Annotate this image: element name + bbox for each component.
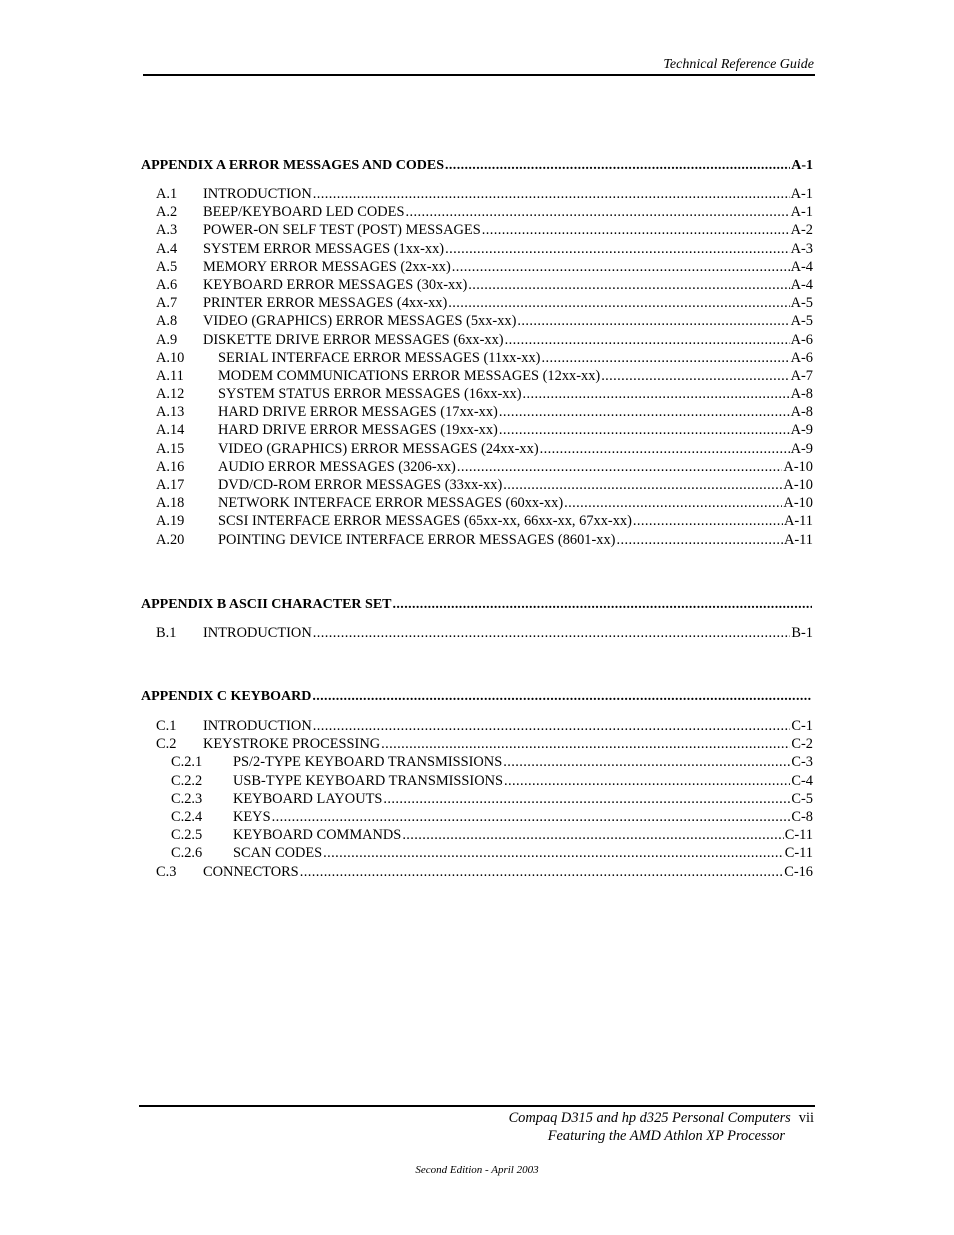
toc-entry[interactable] <box>141 349 813 367</box>
toc-entry[interactable] <box>141 772 813 790</box>
dot-leader <box>383 790 790 808</box>
appendix-c-list <box>141 717 813 881</box>
toc-entry-title: HARD DRIVE ERROR MESSAGES (17xx-xx) <box>218 404 498 421</box>
toc-entry-number: C.2.1 <box>171 754 203 771</box>
dot-leader <box>601 367 789 385</box>
dot-leader <box>499 403 790 421</box>
toc-entry-page: A-10 <box>783 458 813 475</box>
toc-entry-title: PRINTER ERROR MESSAGES (4xx-xx) <box>203 295 448 312</box>
dot-leader <box>499 421 790 439</box>
toc-entry-number: A.13 <box>156 404 185 421</box>
toc-entry-title: INTRODUCTION <box>203 625 312 641</box>
toc-entry-number: A.5 <box>156 258 178 275</box>
toc-entry-number: A.1 <box>156 186 178 202</box>
toc-entry-title: HARD DRIVE ERROR MESSAGES (19xx-xx) <box>218 422 498 439</box>
toc-entry-title: DISKETTE DRIVE ERROR MESSAGES (6xx-xx) <box>203 331 504 348</box>
toc-entry-page: A-8 <box>790 386 813 403</box>
toc-entry[interactable] <box>141 458 813 476</box>
toc-entry-page: A-7 <box>790 367 813 384</box>
appendix-a-section <box>141 158 813 549</box>
toc-entry-title: USB-TYPE KEYBOARD TRANSMISSIONS <box>233 772 503 789</box>
toc-entry-title: SCSI INTERFACE ERROR MESSAGES (65xx-xx, 66xx-xx, 67xx-xx) <box>218 513 632 530</box>
toc-entry-page: C-16 <box>784 863 813 880</box>
toc-entry-page: A-4 <box>790 258 813 275</box>
toc-entry-number: C.2.6 <box>171 845 203 862</box>
appendix-c-title: APPENDIX C KEYBOARD <box>141 689 312 704</box>
toc-entry-number: A.6 <box>156 276 178 293</box>
dot-leader <box>445 158 790 174</box>
toc-entry-title: KEYS <box>233 808 271 825</box>
header-rule <box>143 74 815 76</box>
dot-leader <box>482 221 790 239</box>
toc-entry-title: VIDEO (GRAPHICS) ERROR MESSAGES (24xx-xx) <box>218 440 539 457</box>
dot-leader <box>405 203 789 221</box>
toc-entry-page: A-8 <box>790 404 813 421</box>
dot-leader <box>541 349 789 367</box>
toc-entry-page: C-11 <box>784 845 813 862</box>
toc-entry[interactable] <box>141 753 813 771</box>
toc-entry-title: PS/2-TYPE KEYBOARD TRANSMISSIONS <box>233 754 503 771</box>
dot-leader <box>445 240 790 258</box>
dot-leader <box>616 531 782 549</box>
toc-entry-number: A.10 <box>156 349 185 366</box>
toc-entry-title: KEYBOARD COMMANDS <box>233 827 402 844</box>
toc-entry[interactable] <box>141 808 813 826</box>
toc-entry-page: A-9 <box>790 422 813 439</box>
toc-entry-number: A.12 <box>156 386 185 403</box>
toc-entry[interactable] <box>141 717 813 735</box>
toc-entry-number: C.2.4 <box>171 808 203 825</box>
appendix-b-title: APPENDIX B ASCII CHARACTER SET <box>141 597 392 612</box>
toc-entry-number: B.1 <box>156 625 177 641</box>
toc-entry-title: KEYBOARD ERROR MESSAGES (30x-xx) <box>203 276 468 293</box>
toc-entry[interactable] <box>141 240 813 258</box>
toc-entry-title: POWER-ON SELF TEST (POST) MESSAGES <box>203 222 481 239</box>
appendix-c-heading[interactable] <box>141 689 813 707</box>
appendix-a-page: A-1 <box>791 158 813 173</box>
toc-entry-title: VIDEO (GRAPHICS) ERROR MESSAGES (5xx-xx) <box>203 313 517 330</box>
toc-entry-number: A.19 <box>156 513 185 530</box>
dot-leader <box>402 826 783 844</box>
footer-line-2: Featuring the AMD Athlon XP Processor <box>547 1128 785 1144</box>
toc-entry-title: SYSTEM ERROR MESSAGES (1xx-xx) <box>203 240 445 257</box>
footer-line-1 <box>509 1110 814 1127</box>
appendix-b-section <box>141 597 813 642</box>
toc-entry-title: SCAN CODES <box>233 845 323 862</box>
dot-leader <box>504 772 790 790</box>
dot-leader <box>381 735 790 753</box>
toc-entry[interactable] <box>141 863 813 881</box>
dot-leader <box>503 753 790 771</box>
toc-entry-title: CONNECTORS <box>203 863 299 880</box>
toc-entry[interactable] <box>141 624 813 642</box>
toc-entry-page: A-1 <box>790 186 813 202</box>
toc-entry-page: A-5 <box>790 295 813 312</box>
appendix-c-section <box>141 689 813 881</box>
toc-entry-number: A.7 <box>156 295 178 312</box>
toc-entry-page: B-1 <box>791 625 813 641</box>
toc-entry-number: A.3 <box>156 222 178 239</box>
appendix-a-heading[interactable] <box>141 158 813 176</box>
toc-entry-number: A.15 <box>156 440 185 457</box>
edition-note: Second Edition - April 2003 <box>415 1164 539 1176</box>
dot-leader <box>503 476 782 494</box>
toc-entry-number: A.14 <box>156 422 185 439</box>
toc-entry-page: C-2 <box>791 736 813 753</box>
toc-entry-title: MODEM COMMUNICATIONS ERROR MESSAGES (12xx-xx) <box>218 367 601 384</box>
toc-entry[interactable] <box>141 221 813 239</box>
dot-leader <box>272 808 791 826</box>
toc-entry-number: C.2.3 <box>171 790 203 807</box>
toc-entry[interactable] <box>141 294 813 312</box>
dot-leader <box>452 258 790 276</box>
dot-leader <box>468 276 789 294</box>
toc-entry[interactable] <box>141 185 813 203</box>
toc-entry-number: A.9 <box>156 331 178 348</box>
toc-entry-title: AUDIO ERROR MESSAGES (3206-xx) <box>218 458 456 475</box>
dot-leader <box>323 844 784 862</box>
toc-entry-page: A-4 <box>790 276 813 293</box>
toc-entry[interactable] <box>141 331 813 349</box>
dot-leader <box>523 385 790 403</box>
dot-leader <box>313 185 790 203</box>
toc-entry-page: C-11 <box>784 827 813 844</box>
toc-entry-title: DVD/CD-ROM ERROR MESSAGES (33xx-xx) <box>218 477 503 493</box>
toc-entry-number: A.18 <box>156 495 185 512</box>
toc-entry-page: A-10 <box>783 495 813 512</box>
toc-entry-number: C.2.5 <box>171 827 203 844</box>
toc-entry[interactable] <box>141 440 813 458</box>
toc-entry[interactable] <box>141 512 813 530</box>
footer-rule <box>139 1105 815 1107</box>
toc-entry-page: A-10 <box>783 477 813 493</box>
toc-entry-title: MEMORY ERROR MESSAGES (2xx-xx) <box>203 258 451 275</box>
appendix-b-list <box>141 624 813 642</box>
toc-entry-page: A-2 <box>790 222 813 239</box>
appendix-a-title: APPENDIX A ERROR MESSAGES AND CODES <box>141 158 444 173</box>
toc-entry[interactable] <box>141 531 813 549</box>
toc-entry[interactable] <box>141 385 813 403</box>
toc-entry-title: KEYSTROKE PROCESSING <box>203 736 381 753</box>
dot-leader <box>312 689 812 705</box>
dot-leader <box>457 458 783 476</box>
toc-entry-number: A.4 <box>156 240 178 257</box>
toc-entry[interactable] <box>141 203 813 221</box>
toc-entry-page: C-3 <box>791 754 813 771</box>
toc-entry-title: INTRODUCTION <box>203 186 312 202</box>
toc-entry[interactable] <box>141 826 813 844</box>
toc-entry-number: A.8 <box>156 313 178 330</box>
toc-entry-page: A-6 <box>790 349 813 366</box>
dot-leader <box>564 494 782 512</box>
toc-entry-page: A-6 <box>790 331 813 348</box>
dot-leader <box>633 512 783 530</box>
dot-leader <box>505 331 790 349</box>
toc-entry-page: A-11 <box>783 513 813 530</box>
toc-entry-title: KEYBOARD LAYOUTS <box>233 790 383 807</box>
dot-leader <box>300 863 784 881</box>
toc-entry-page: C-8 <box>791 808 813 825</box>
toc-entry[interactable] <box>141 790 813 808</box>
toc-entry-title: NETWORK INTERFACE ERROR MESSAGES (60xx-xx) <box>218 495 564 512</box>
toc-entry-number: A.2 <box>156 204 178 221</box>
dot-leader <box>517 312 789 330</box>
toc-entry-title: BEEP/KEYBOARD LED CODES <box>203 204 405 221</box>
toc-entry[interactable] <box>141 258 813 276</box>
toc-entry-page: C-4 <box>791 772 813 789</box>
dot-leader <box>313 717 791 735</box>
appendix-a-list <box>141 185 813 549</box>
toc-entry-page: A-5 <box>790 313 813 330</box>
toc-entry[interactable] <box>141 735 813 753</box>
toc-entry-title: SYSTEM STATUS ERROR MESSAGES (16xx-xx) <box>218 386 522 403</box>
toc-entry-title: POINTING DEVICE INTERFACE ERROR MESSAGES (8601-xx) <box>218 531 616 548</box>
toc-entry-page: A-3 <box>790 240 813 257</box>
toc-entry-number: C.2 <box>156 736 177 753</box>
toc-entry[interactable] <box>141 421 813 439</box>
dot-leader <box>393 597 813 613</box>
toc-entry[interactable] <box>141 403 813 421</box>
toc-entry-number: C.2.2 <box>171 772 203 789</box>
toc-entry-title: SERIAL INTERFACE ERROR MESSAGES (11xx-xx) <box>218 349 541 366</box>
toc-entry-page: C-1 <box>791 718 813 734</box>
dot-leader <box>313 624 791 642</box>
footer-product-title: Compaq D315 and hp d325 Personal Computers <box>508 1110 791 1126</box>
toc-entry-number: C.3 <box>156 863 177 880</box>
toc-entry-number: A.16 <box>156 458 185 475</box>
toc-entry[interactable] <box>141 276 813 294</box>
toc-entry[interactable] <box>141 367 813 385</box>
toc-entry-page: C-5 <box>791 790 813 807</box>
page-number: vii <box>798 1110 814 1126</box>
dot-leader <box>448 294 789 312</box>
toc-entry[interactable] <box>141 312 813 330</box>
toc-entry-number: A.11 <box>156 367 184 384</box>
toc-entry[interactable] <box>141 494 813 512</box>
toc-entry-number: A.17 <box>156 477 185 493</box>
page-header-title: Technical Reference Guide <box>663 57 814 72</box>
toc-entry-page: A-9 <box>790 440 813 457</box>
appendix-b-heading[interactable] <box>141 597 813 615</box>
toc-entry-title: INTRODUCTION <box>203 718 312 734</box>
toc-entry-page: A-11 <box>783 531 813 548</box>
toc-entry-page: A-1 <box>790 204 813 221</box>
toc-entry-number: A.20 <box>156 531 185 548</box>
toc-entry[interactable] <box>141 476 813 494</box>
dot-leader <box>540 440 790 458</box>
toc-entry-number: C.1 <box>156 718 177 734</box>
toc-entry[interactable] <box>141 844 813 862</box>
